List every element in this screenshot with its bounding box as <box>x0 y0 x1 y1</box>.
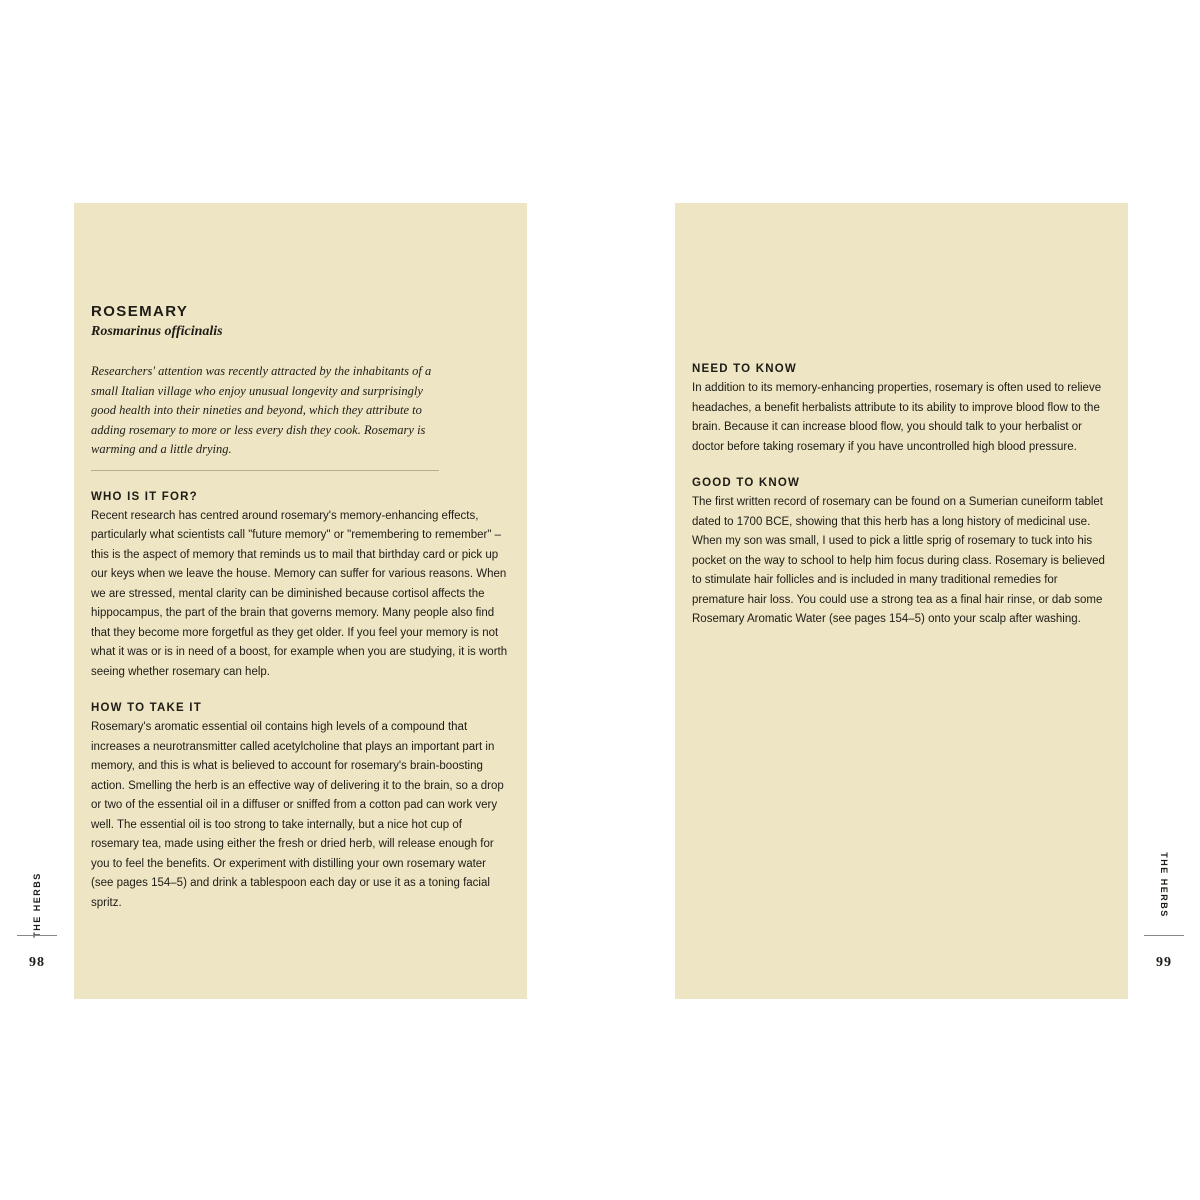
intro-paragraph: Researchers' attention was recently attracted by the inhabitants of a small Italian village who enjoy unusual longevity and surprisingly good health into their nineties and beyond, which they attribute to adding rosemary to more or less every dish they cook. Rosemary is warming and a little drying. <box>91 364 432 456</box>
running-head: THE HERBS <box>1159 852 1169 918</box>
left-page <box>74 203 527 999</box>
section-heading: WHO IS IT FOR? <box>91 490 198 503</box>
margin-rule <box>1144 935 1184 936</box>
right-page-content <box>692 363 1112 630</box>
section-who-is-it-for <box>91 491 511 683</box>
left-page-margin <box>15 850 59 980</box>
latin-name: Rosmarinus officinalis <box>91 324 223 339</box>
section-heading: NEED TO KNOW <box>692 363 797 375</box>
page-number: 98 <box>29 955 45 970</box>
divider <box>91 470 439 471</box>
right-page-margin <box>1142 850 1186 980</box>
right-page <box>675 203 1128 999</box>
section-heading: GOOD TO KNOW <box>692 477 801 489</box>
page-number: 99 <box>1156 955 1172 970</box>
section-body: Recent research has centred around rosemary's memory-enhancing effects, particularly what scientists call "future memory" or "remembering to remember" – this is the aspect of memory that reminds us to mail that birthday card or pick up our keys when we leave the house. Memory can suffer for various reasons. When we are stressed, mental clarity can be diminished because cortisol affects the hippocampus, the part of the brain that governs memory. Many people also find that they become more forgetful as they get older. If you feel your memory is not what it was or is in need of a boost, for example when you are studying, it is worth seeing whether rosemary can help. <box>91 509 508 678</box>
section-body: The first written record of rosemary can be found on a Sumerian cuneiform tablet dated to 1700 BCE, showing that this herb has a long history of medicinal use. When my son was small, I used to pick a little sprig of rosemary to tuck into his pocket on the way to school to help him focus during class. Rosemary is believed to stimulate hair follicles and is included in many traditional remedies for premature hair loss. You could use a strong tea as a final hair rinse, or dab some Rosemary Aromatic Water (see pages 154–5) onto your scalp after washing. <box>692 496 1105 625</box>
section-body: Rosemary's aromatic essential oil contains high levels of a compound that increases a neurotransmitter called acetylcholine that plays an important part in memory, and this is what is believed to account for rosemary's brain-boosting action. Smelling the herb is an effective way of delivering it to the brain, so a drop or two of the essential oil in a diffuser or sniffed from a cotton pad can work very well. The essential oil is too strong to take internally, but a nice hot cup of rosemary tea, made using either the fresh or dried herb, will release enough for you to feel the benefits. Or experiment with distilling your own rosemary water (see pages 154–5) and drink a tablespoon each day or use it as a toning facial spritz. <box>91 721 504 909</box>
left-page-content <box>91 303 511 913</box>
section-good-to-know <box>692 477 1112 630</box>
herb-title: ROSEMARY <box>91 303 189 320</box>
section-heading: HOW TO TAKE IT <box>91 702 202 714</box>
running-head: THE HERBS <box>32 872 42 938</box>
section-body: In addition to its memory-enhancing properties, rosemary is often used to relieve headaches, a benefit herbalists attribute to its ability to improve blood flow to the brain. Because it can increase blood flow, you should talk to your herbalist or doctor before taking rosemary if you have uncontrolled high blood pressure. <box>692 382 1102 453</box>
margin-rule <box>17 935 57 936</box>
section-need-to-know <box>692 363 1112 457</box>
section-how-to-take-it <box>91 702 511 913</box>
